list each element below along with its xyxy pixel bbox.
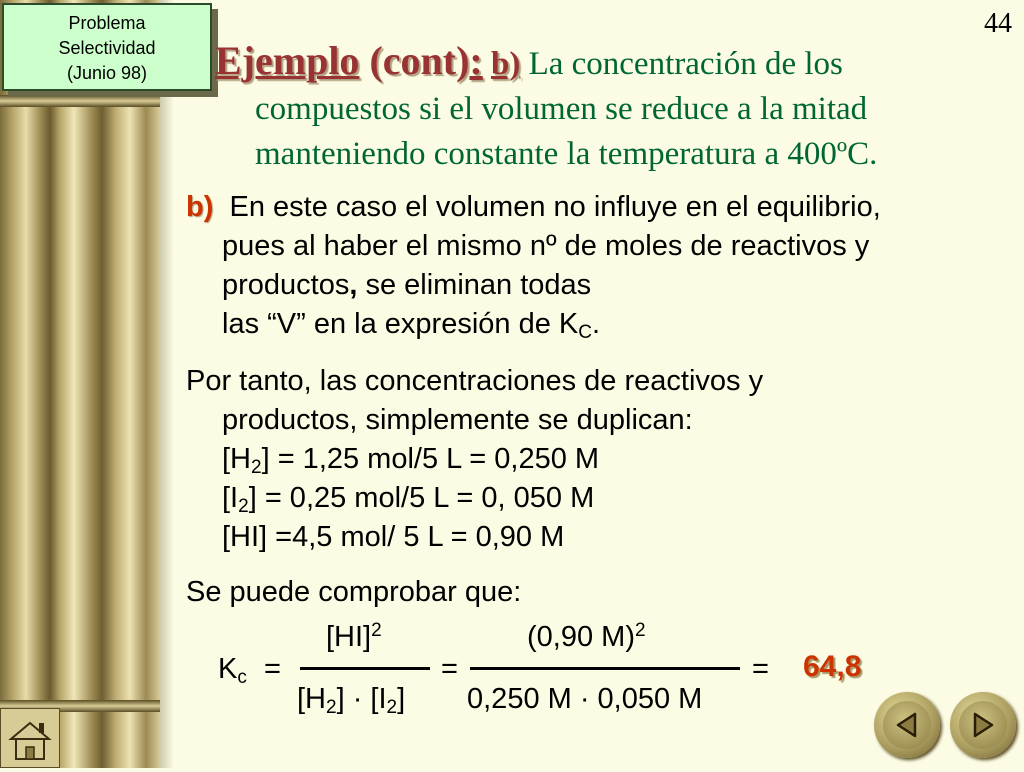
fraction2-numerator	[527, 620, 646, 654]
home-icon	[1, 709, 59, 767]
para2-line-1: Por tanto, las concentraciones de reactivos y	[186, 365, 764, 397]
kc-letter: K	[218, 653, 238, 685]
conc-i2-b: ] = 0,25 mol/5 L = 0, 050 M	[248, 482, 595, 514]
tag-line-3: (Junio 98)	[66, 63, 148, 83]
fraction1-numerator	[326, 620, 382, 654]
equals-1: =	[264, 653, 281, 685]
para-b-label: b)	[186, 191, 214, 223]
next-button[interactable]	[950, 692, 1016, 758]
den1-sub2: 2	[386, 697, 398, 718]
title-ejemplo	[215, 38, 359, 83]
title-line-1: La concentración de los	[520, 46, 843, 82]
para1-line-4	[186, 305, 1016, 344]
num1-text: [HI]	[326, 621, 372, 653]
title-b-label: b)	[490, 46, 521, 82]
column-shadow	[160, 0, 174, 768]
title-cont: (cont)	[359, 38, 470, 83]
para2-line-2: productos, simplemente se duplican:	[222, 404, 693, 436]
column-ring	[0, 95, 160, 107]
title-colon: :	[469, 38, 483, 83]
kc-result: 64,8	[803, 650, 862, 683]
paragraph-check	[186, 573, 1016, 612]
arrow-left-icon	[889, 707, 925, 743]
decorative-column	[0, 0, 160, 768]
title-ejemplo-text: Ejemplo	[215, 38, 360, 83]
page-number: 44	[984, 8, 1012, 39]
kc-sub: c	[237, 667, 247, 688]
tag-line-1: Problema	[68, 13, 146, 33]
para1-line-4-end: .	[591, 308, 601, 340]
problem-tag	[2, 3, 212, 91]
previous-button-face	[883, 701, 931, 749]
num2-text: (0,90 M)	[527, 621, 635, 653]
equals-3: =	[752, 653, 769, 685]
home-button[interactable]	[0, 708, 60, 768]
den1-c: ]	[397, 683, 406, 715]
para1-line-3b: ,	[349, 269, 358, 301]
title-line-3: manteniendo constante la temperatura a 400ºC.	[255, 136, 878, 172]
conc-i2-a: [I	[222, 482, 239, 514]
para1-line-3a: productos	[222, 269, 350, 301]
conc-h2-b: ] = 1,25 mol/5 L = 0,250 M	[261, 443, 600, 475]
den1-b: ] · [I	[336, 683, 387, 715]
para3-line-1: Se puede comprobar que:	[186, 576, 522, 608]
para1-line-3c: se eliminan todas	[357, 269, 592, 301]
num2-sup: 2	[634, 620, 646, 641]
fraction2-bar	[470, 667, 740, 670]
num1-sup: 2	[371, 620, 382, 641]
title-line-2: compuestos si el volumen se reduce a la mitad	[255, 91, 868, 127]
equals-2: =	[441, 653, 458, 685]
para1-line-3	[186, 266, 1016, 305]
conc-h2-sub: 2	[251, 457, 262, 478]
paragraph-volume	[186, 188, 1016, 344]
kc-symbol	[218, 652, 247, 686]
conc-hi: [HI] =4,5 mol/ 5 L = 0,90 M	[222, 521, 565, 553]
para1-line-2: pues al haber el mismo nº de moles de reactivos y	[222, 230, 870, 262]
paragraph-concentrations	[186, 362, 1016, 557]
slide-title	[215, 38, 1015, 177]
next-button-face	[959, 701, 1007, 749]
para1-line-1: En este caso el volumen no influye en el equilibrio,	[229, 191, 881, 223]
fraction1-bar	[300, 667, 430, 670]
conc-i2	[186, 479, 1016, 518]
fraction2-denominator: 0,250 M · 0,050 M	[467, 683, 703, 715]
den1-a: [H	[297, 683, 326, 715]
conc-h2	[186, 440, 1016, 479]
conc-h2-a: [H	[222, 443, 251, 475]
den1-sub1: 2	[326, 697, 337, 718]
para1-line-4-sub: C	[578, 322, 592, 343]
conc-i2-sub: 2	[238, 496, 249, 517]
fraction1-denominator	[297, 682, 405, 716]
arrow-right-icon	[965, 707, 1001, 743]
tag-line-2: Selectividad	[58, 38, 156, 58]
previous-button[interactable]	[874, 692, 940, 758]
para1-line-4-text: las “V” en la expresión de K	[222, 308, 579, 340]
